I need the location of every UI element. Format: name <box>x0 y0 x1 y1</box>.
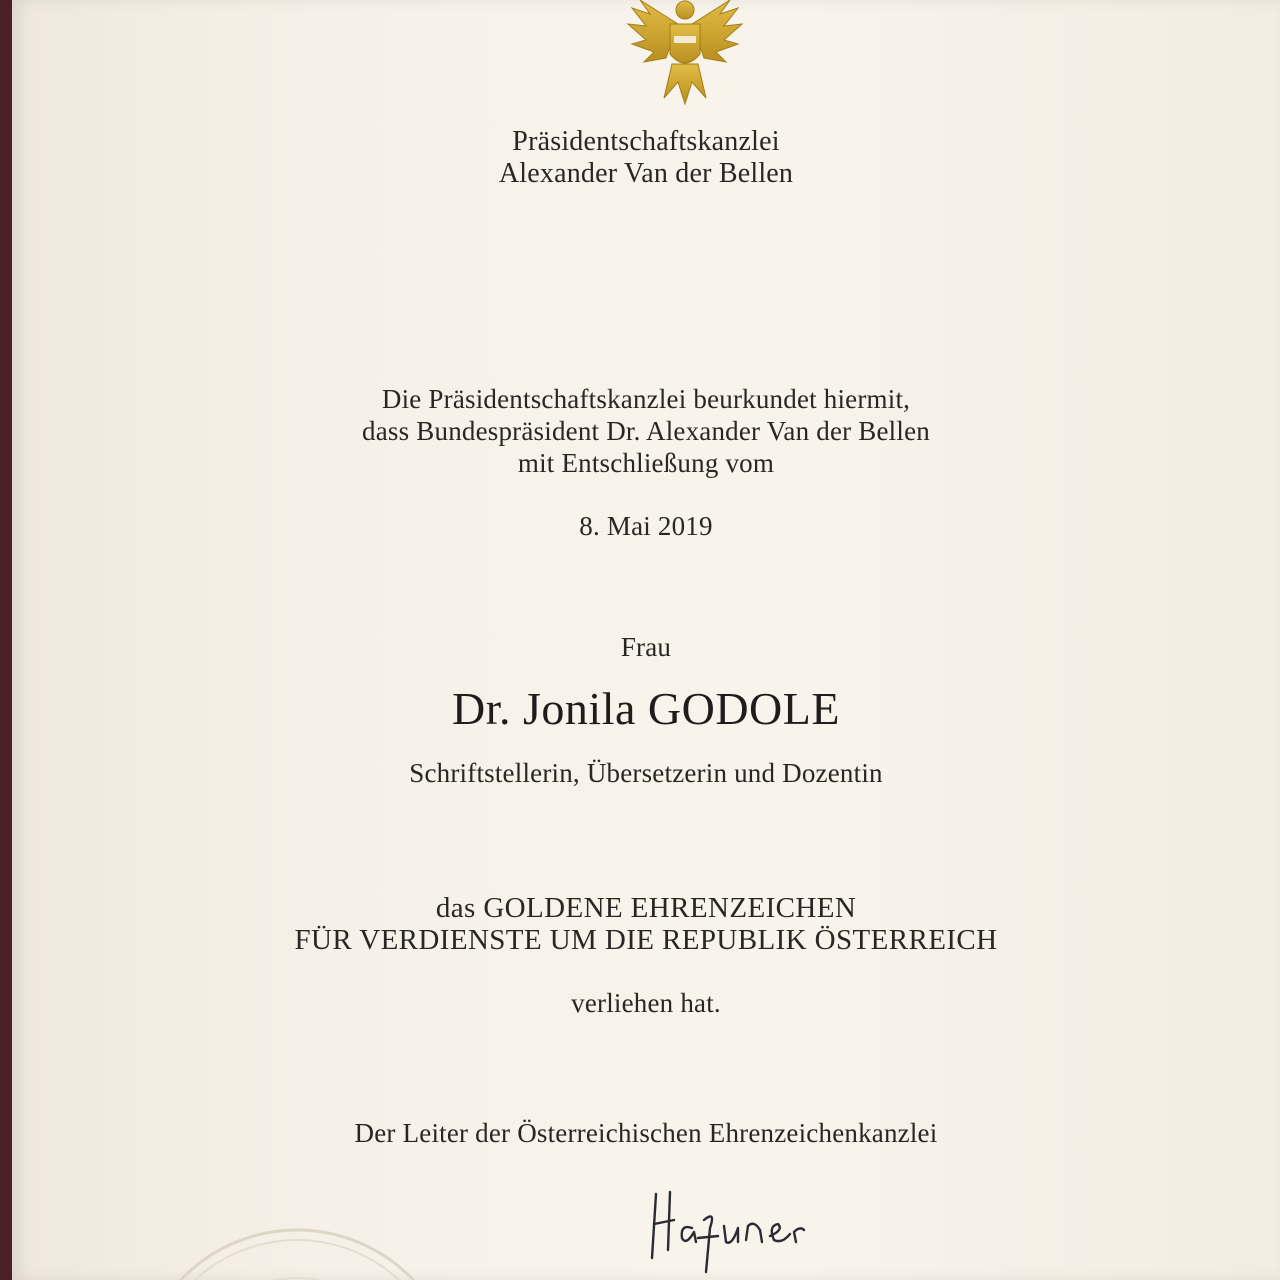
president-heading: Alexander Van der Bellen <box>498 158 794 189</box>
award-line-2: FÜR VERDIENSTE UM DIE REPUBLIK ÖSTERREICH <box>294 924 998 956</box>
intro-line-2: dass Bundespräsident Dr. Alexander Van der Bellen <box>362 416 930 446</box>
recipient-name: Dr. Jonila GODOLE <box>452 683 840 734</box>
recipient-profession: Schriftstellerin, Übersetzerin und Dozentin <box>409 758 883 788</box>
intro-line-3: mit Entschließung vom <box>517 448 775 478</box>
signatory-title: Der Leiter der Österreichischen Ehrenzeichenkanzlei <box>354 1118 938 1148</box>
certificate-paper <box>12 0 1280 1280</box>
recipient-salutation: Frau <box>620 632 672 662</box>
decision-date: 8. Mai 2019 <box>579 511 713 541</box>
office-heading: Präsidentschaftskanzlei <box>512 126 780 157</box>
award-line-1: das GOLDENE EHRENZEICHEN <box>435 892 857 924</box>
austrian-eagle-emblem-icon <box>620 0 750 110</box>
closing-text: verliehen hat. <box>571 988 721 1018</box>
intro-line-1: Die Präsidentschaftskanzlei beurkundet hiermit, <box>381 384 911 414</box>
embossed-seal-icon <box>132 1210 462 1280</box>
handwritten-signature <box>634 1180 814 1280</box>
